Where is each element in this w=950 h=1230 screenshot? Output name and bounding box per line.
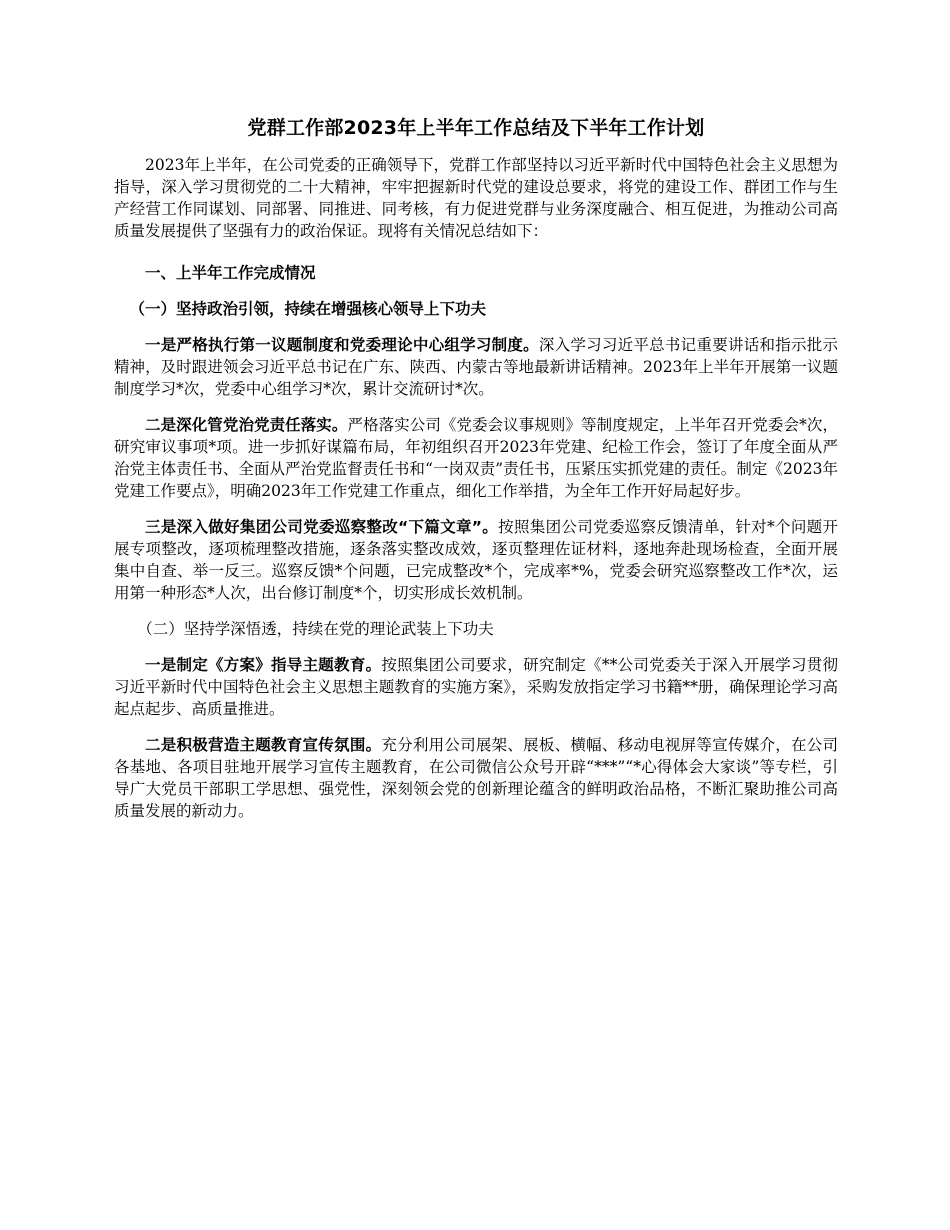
document-title: 党群工作部2023年上半年工作总结及下半年工作计划 bbox=[247, 117, 705, 139]
sub2-item-2-text: 充分利用公司展架、展板、横幅、移动电视屏等宣传媒介，在公司各基地、各项目驻地开展学习宣传主题教育，在公司微信公众号开辟“***”“*心得体会大家谈”等专栏，引导广大党员干部职工学思想、强党性，深刻领会党的创新理论蕴含的鲜明政治品格，不断汇聚助推公司高质量发展的新动力。 bbox=[114, 736, 838, 820]
sub1-item-1-lead: 一是严格执行第一议题制度和党委理论中心组学习制度。 bbox=[145, 336, 539, 354]
sub1-item-1 bbox=[114, 334, 838, 400]
sub2-item-2 bbox=[114, 734, 838, 822]
intro-paragraph: 2023年上半年，在公司党委的正确领导下，党群工作部坚持以习近平新时代中国特色社会主义思想为指导，深入学习贯彻党的二十大精神，牢牢把握新时代党的建设总要求，将党的建设工作、群团工作与生产经营工作同谋划、同部署、同推进、同考核，有力促进党群与业务深度融合、相互促进，为推动公司高质量发展提供了坚强有力的政治保证。现将有关情况总结如下： bbox=[114, 156, 838, 240]
sub1-item-1-text: 深入学习习近平总书记重要讲话和指示批示精神，及时跟进领会习近平总书记在广东、陕西、内蒙古等地最新讲话精神。2023年上半年开展第一议题制度学习*次，党委中心组学习*次，累计交流研讨*次。 bbox=[114, 336, 838, 398]
sub1-item-2-text: 严格落实公司《党委会议事规则》等制度规定，上半年召开党委会*次，研究审议事项*项。进一步抓好谋篇布局，年初组织召开2023年党建、纪检工作会，签订了年度全面从严治党主体责任书、全面从严治党监督责任书和“一岗双责”责任书，压紧压实抓党建的责任。制定《2023年党建工作要点》，明确2023年工作党建工作重点，细化工作举措，为全年工作开好局起好步。 bbox=[114, 416, 838, 500]
section1-heading: 一、上半年工作完成情况 bbox=[145, 264, 316, 282]
sub2-item-1-lead: 一是制定《方案》指导主题教育。 bbox=[145, 656, 382, 674]
sub1-item-3 bbox=[114, 516, 838, 604]
sub2-item-1 bbox=[114, 654, 838, 720]
sub2-heading: （二）坚持学深悟透，持续在党的理论武装上下功夫 bbox=[137, 620, 494, 638]
document-page bbox=[114, 112, 838, 822]
sub1-heading: （一）坚持政治引领，持续在增强核心领导上下功夫 bbox=[129, 300, 487, 318]
sub1-item-2-lead: 二是深化管党治党责任落实。 bbox=[145, 416, 348, 434]
sub2-item-2-lead: 二是积极营造主题教育宣传氛围。 bbox=[145, 736, 382, 754]
sub1-item-3-text: 按照集团公司党委巡察反馈清单，针对*个问题开展专项整改，逐项梳理整改措施，逐条落实整改成效，逐页整理佐证材料，逐地奔赴现场检查，全面开展集中自查、举一反三。巡察反馈*个问题，已完成整改*个，完成率*%，党委会研究巡察整改工作*次，运用第一种形态*人次，出台修订制度*个，切实形成长效机制。 bbox=[114, 518, 838, 602]
sub2-item-1-text: 按照集团公司要求，研究制定《**公司党委关于深入开展学习贯彻习近平新时代中国特色社会主义思想主题教育的实施方案》，采购发放指定学习书籍**册，确保理论学习高起点起步、高质量推进。 bbox=[114, 656, 838, 718]
sub1-item-3-lead: 三是深入做好集团公司党委巡察整改“下篇文章”。 bbox=[145, 518, 499, 536]
sub1-item-2 bbox=[114, 414, 838, 502]
